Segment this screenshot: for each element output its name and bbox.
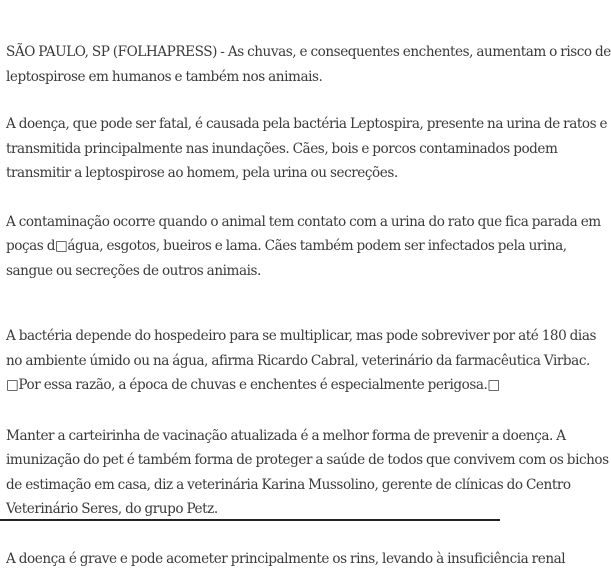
paragraph-line: de estimação em casa, diz a veterinária Karina Mussolino, gerente de clínicas do Centro <box>6 473 498 498</box>
paragraph-line: A contaminação ocorre quando o animal tem contato com a urina do rato que fica parada em <box>6 210 498 235</box>
paragraph-line: A doença é grave e pode acometer principalmente os rins, levando à insuficiência renal <box>6 547 498 571</box>
paragraph-line: imunização do pet é também forma de proteger a saúde de todos que convivem com os bichos <box>6 448 498 473</box>
paragraph-line: leptospirose em humanos e também nos animais. <box>6 65 498 90</box>
article-paragraph <box>6 324 498 398</box>
paragraph-line: A bactéria depende do hospedeiro para se multiplicar, mas pode sobreviver por até 180 dias <box>6 324 498 349</box>
paragraph-line: transmitida principalmente nas inundações. Cães, bois e porcos contaminados podem <box>6 137 498 162</box>
article-paragraph <box>6 547 498 571</box>
article-paragraph <box>6 424 498 522</box>
content-divider <box>0 519 500 521</box>
paragraph-line: transmitir a leptospirose ao homem, pela urina ou secreções. <box>6 161 498 186</box>
paragraph-line: A doença, que pode ser fatal, é causada pela bactéria Leptospira, presente na urina de ratos e <box>6 112 498 137</box>
paragraph-line: sangue ou secreções de outros animais. <box>6 259 498 284</box>
paragraph-line: Manter a carteirinha de vacinação atualizada é a melhor forma de prevenir a doença. A <box>6 424 498 449</box>
article-paragraph <box>6 40 498 89</box>
article-paragraph <box>6 112 498 186</box>
article-paragraph <box>6 210 498 284</box>
paragraph-line: □Por essa razão, a época de chuvas e enchentes é especialmente perigosa.□ <box>6 373 498 398</box>
paragraph-line: Veterinário Seres, do grupo Petz. <box>6 497 498 522</box>
paragraph-line: no ambiente úmido ou na água, afirma Ricardo Cabral, veterinário da farmacêutica Virbac. <box>6 349 498 374</box>
article-body <box>6 40 498 571</box>
paragraph-line: SÃO PAULO, SP (FOLHAPRESS) - As chuvas, e consequentes enchentes, aumentam o risco de <box>6 40 498 65</box>
paragraph-line: poças d□água, esgotos, bueiros e lama. Cães também podem ser infectados pela urina, <box>6 234 498 259</box>
